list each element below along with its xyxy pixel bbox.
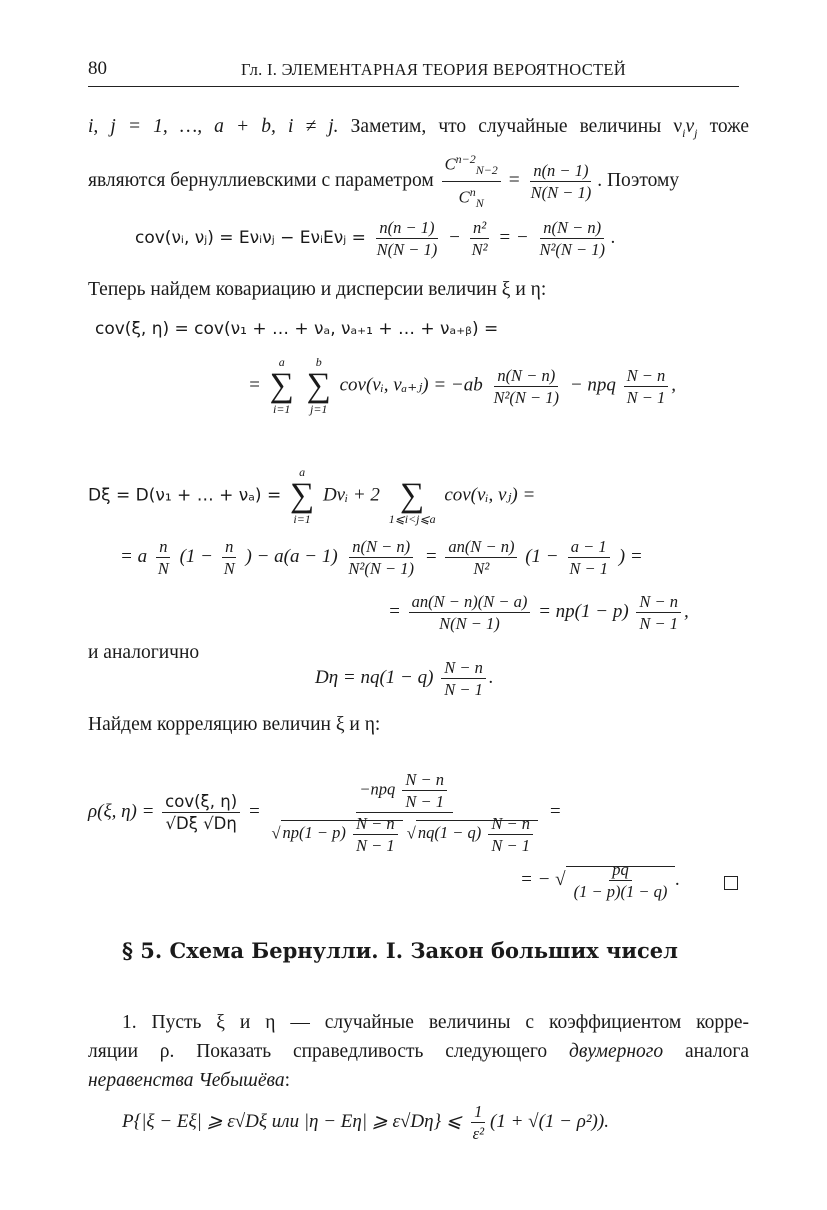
dxi-l2-f2-num: n	[222, 537, 236, 558]
eq-cov-f2-den: N²	[471, 240, 488, 259]
eq-cov-mid: = −	[498, 226, 529, 248]
rho-den-f1-num: N − n	[353, 814, 398, 835]
deta-f-den: N − 1	[444, 680, 483, 699]
dxi-l3-b: = np(1 − p)	[538, 600, 629, 622]
dxi-l2-f3-num: n(N − n)	[349, 537, 413, 558]
rho-num-f-den: N − 1	[405, 792, 445, 811]
cheb-lhs: P{|ξ − Eξ| ⩾ ε√Dξ или |η − Eη| ⩾ ε√Dη} ⩽	[122, 1110, 462, 1132]
dxi-l2-f1-den: N	[157, 559, 169, 578]
qed-square-icon	[724, 876, 738, 895]
deta-end: .	[488, 666, 494, 688]
dxi-sum2-bottom: 1⩽i<j⩽a	[388, 512, 436, 526]
dxi-sum1-top: a	[299, 465, 306, 479]
rho-den-a: np(1 − p)	[282, 823, 346, 843]
running-title: Гл. I. ЭЛЕМЕНТАРНАЯ ТЕОРИЯ ВЕРОЯТНОСТЕЙ	[240, 60, 626, 79]
sum1-top: a	[278, 355, 285, 369]
eq-covxi-f2-num: N − n	[624, 366, 669, 387]
para1-line1: i, j = 1, …, a + b, i ≠ j. Заметим, что случайные величины $\nu_i\nu_j$ тоже	[88, 116, 750, 140]
equation-rho-line2: = − √ $\frac{pq}{(1 - p)(1 - q)}$ .	[520, 860, 681, 901]
sum1-bottom: i=1	[272, 402, 291, 416]
dxi-l2-f: ) =	[618, 545, 643, 567]
rho-l2-f-den: (1 − p)(1 − q)	[573, 882, 668, 901]
cheb-f-den: ε²	[472, 1124, 485, 1143]
param-fraction-1: $\frac{C^{n-2}_{N-2}}{C^n_N}$	[442, 150, 501, 213]
rho-l2-f-num: pq	[609, 860, 632, 881]
dxi-l2-c: ) − a(a − 1)	[245, 545, 338, 567]
dxi-l2-f4-den: N²	[473, 559, 490, 578]
rho-den-f1-den: N − 1	[356, 836, 395, 855]
dxi-l3-a: =	[388, 600, 401, 622]
dxi-l2-f5-den: N − 1	[569, 559, 608, 578]
dxi-l2-b: (1 −	[179, 545, 213, 567]
eq-covxi-mid: − npq	[569, 374, 616, 396]
rho-l2-end: .	[675, 868, 681, 890]
problem-l2b: двумерного	[569, 1041, 664, 1062]
rho-eq: =	[247, 800, 261, 822]
param-fraction-2: $\frac{n(n - 1)}{N(N - 1)}$	[530, 160, 592, 202]
dxi-l2-f5-num: a − 1	[568, 537, 610, 558]
dxi-l2-f2-den: N	[223, 559, 235, 578]
dxi-l3-f1-den: N(N − 1)	[439, 614, 500, 633]
dxi-l3-f2-den: N − 1	[639, 614, 679, 633]
equation-var-eta	[315, 658, 494, 699]
equation-var-xi-line3	[388, 592, 689, 633]
para1-line1-math: i, j = 1, …, a + b, i ≠ j.	[88, 116, 339, 137]
sum2-bottom: j=1	[309, 402, 328, 416]
rho-num-pre: −npq	[359, 779, 396, 799]
problem-line2	[88, 1039, 749, 1065]
text-similarly: и аналогично	[88, 642, 200, 663]
eq-cov-f2-num: n²	[470, 218, 489, 239]
problem-l2a: ляции ρ. Показать справедливость следующего	[88, 1041, 548, 1062]
eq-dxi-t1: Dνᵢ + 2	[322, 484, 380, 506]
dxi-l3-c: ,	[684, 600, 689, 622]
eq-dxi-t2: cov(νᵢ, νⱼ) =	[444, 484, 536, 506]
equation-rho-line1: ρ(ξ, η) = $\frac{\text{cov(ξ, η)}}{√D\xi √D\eta}$ = −npq $\frac{N - n}{N - 1}$ √ np(1 − p) $\frac{N - n}{N - 1}$ √ nq(1 − q) $\frac{N - n}{N - 1}$ =	[88, 770, 562, 855]
rho-f1-num: cov(ξ, η)	[162, 792, 240, 813]
text-correlation-intro: Найдем корреляцию величин ξ и η:	[88, 714, 381, 735]
rho-den-b: nq(1 − q)	[417, 823, 482, 843]
equation-cov-xi-eta-line1	[95, 318, 498, 340]
para1-line1-tail: тоже	[709, 116, 750, 137]
rho-f1-den: √Dξ √Dη	[165, 814, 237, 833]
dxi-l2-d: =	[424, 545, 438, 567]
eq-covxi-body: cov(νᵢ, νₐ₊ⱼ) = −ab	[339, 374, 483, 396]
dxi-l3-f1-num: an(N − n)(N − a)	[409, 592, 531, 613]
problem-l3b: :	[284, 1070, 291, 1091]
dxi-l2-a: = a	[120, 545, 148, 567]
text-covariance-intro: Теперь найдем ковариацию и дисперсии величин ξ и η:	[88, 279, 547, 300]
eq-covxi-line1: cov(ξ, η) = cov(ν₁ + … + νₐ, νₐ₊₁ + … + νₐ₊ᵦ) =	[95, 319, 499, 339]
page-number: 80	[88, 58, 107, 79]
para1-line2: являются бернуллиевскими с параметром $\frac{C^{n-2}_{N-2}}{C^n_N}$ = $\frac{n(n - 1)}{N(N - 1)}$ . Поэтому	[88, 150, 749, 213]
para1-line1-text: Заметим, что случайные величины ν	[350, 116, 683, 137]
eq-covxi-end: ,	[671, 374, 677, 396]
deta-f-num: N − n	[441, 658, 486, 679]
equation-var-xi-line2	[120, 537, 643, 578]
rho-num-f-num: N − n	[402, 770, 447, 791]
sum2-top: b	[315, 355, 322, 369]
eq-cov-end: .	[611, 226, 616, 248]
eq-cov-f1-num: n(n − 1)	[376, 218, 437, 239]
para1-line2-text: являются бернуллиевскими с параметром	[88, 169, 434, 191]
rho-den-f2-num: N − n	[488, 814, 533, 835]
dxi-sum1-bottom: i=1	[293, 512, 311, 526]
dxi-l2-f3-den: N²(N − 1)	[348, 559, 414, 578]
equation-var-xi-line1: Dξ = D(ν₁ + … + νₐ) = a ∑ i=1 Dνᵢ + 2 ∑ 1⩽i<j⩽a cov(νᵢ, νⱼ) =	[88, 465, 536, 526]
dxi-l2-f1-num: n	[156, 537, 170, 558]
rho-eq2: =	[548, 800, 562, 822]
eq-cov-f3-num: n(N − n)	[540, 218, 604, 239]
section-heading: § 5. Схема Бернулли. I. Закон больших чисел	[122, 938, 678, 963]
eq-covxi-f2-den: N − 1	[626, 387, 666, 407]
problem-l3a: неравенства Чебышёва	[88, 1070, 285, 1091]
eq-cov-f1-den: N(N − 1)	[376, 240, 438, 259]
page-header	[88, 56, 739, 87]
deta-lhs: Dη = nq(1 − q)	[315, 666, 434, 688]
eq-dxi-lhs: Dξ = D(ν₁ + … + νₐ) =	[88, 485, 282, 506]
rho-den-f2-den: N − 1	[491, 836, 530, 855]
problem-l2c: аналога	[684, 1041, 750, 1062]
rho-l2: = −	[520, 868, 551, 890]
equation-cov-xi-eta-line2: = a ∑ i=1 b ∑ j=1 cov(νᵢ, νₐ₊ⱼ) = −ab $\frac{n(N - n)}{\text{N²(N − 1)}}$ − npq $\frac{N - n}{N - 1}$ ,	[248, 355, 677, 416]
dxi-l2-e: (1 −	[525, 545, 559, 567]
equation-chebyshev	[122, 1102, 609, 1143]
rho-lhs: ρ(ξ, η) =	[88, 800, 155, 822]
cheb-end: (1 + √(1 − ρ²)).	[490, 1110, 609, 1132]
equation-cov-nu: cov(νᵢ, νⱼ) = Eνᵢνⱼ − EνᵢEνⱼ = $\frac{n(n - 1)}{N(N - 1)}$ − $\frac{\text{n²}}{\text{N²}}$ = − $\frac{n(N - n)}{\text{N²(N − 1)}}$ .	[135, 218, 616, 259]
eq-covxi-f1-num: n(N − n)	[494, 366, 558, 387]
eq-cov-lhs: cov(νᵢ, νⱼ) = Eνᵢνⱼ − EνᵢEνⱼ =	[135, 227, 366, 248]
dxi-l2-f4-num: an(N − n)	[445, 537, 517, 558]
cheb-f-num: 1	[471, 1102, 485, 1123]
dxi-l3-f2-num: N − n	[636, 592, 681, 613]
eq-cov-f3-den: N²(N − 1)	[539, 240, 606, 259]
para1-line2-end: . Поэтому	[597, 169, 680, 191]
eq-covxi-f1-den: N²(N − 1)	[493, 387, 560, 407]
problem-line1: 1. Пусть ξ и η — случайные величины с коэффициентом корре-	[122, 1012, 749, 1033]
problem-line3	[88, 1068, 749, 1094]
